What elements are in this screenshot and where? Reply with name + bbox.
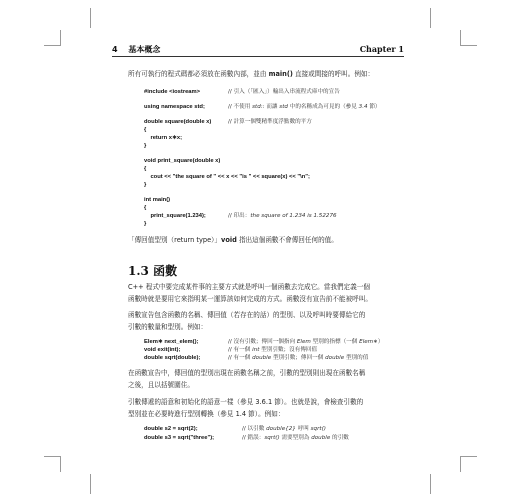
code-line: } (144, 143, 147, 149)
comment-text: 型別引數；傳回一個 (271, 355, 326, 361)
code-line: } (144, 221, 147, 227)
comment-text: ） (377, 339, 384, 345)
comment-italic: Elem∗ (359, 339, 378, 345)
comment-italic: int (252, 347, 260, 353)
chapter-title: 基本概念 (128, 45, 161, 54)
comment-text: 的引數 (330, 435, 349, 441)
code-line: void print_square(double x) (144, 158, 221, 164)
header-rule (112, 56, 404, 57)
code-comment (228, 212, 337, 220)
code-line: #include <iostream> (144, 89, 201, 95)
paragraph-text: 指出這個函數不會傳回任何的值。 (236, 236, 338, 244)
running-header-left (112, 44, 160, 55)
comment-italic: std:: (252, 104, 265, 110)
code-line: using namespace std; (144, 104, 205, 110)
comment-italic: the square of 1.234 is 1.52276 (250, 213, 337, 219)
comment-text: 型別的指標（一個 (310, 339, 360, 345)
code-comment (242, 434, 349, 442)
comment-text: // 有一個 (228, 347, 253, 353)
code-line: int main() (144, 197, 171, 203)
code-line: } (144, 182, 147, 188)
comment-italic: double (325, 355, 345, 361)
code-line: double s3 = sqrt("three"); (144, 435, 215, 441)
code-comment (228, 103, 381, 111)
code-line: print_square(1.234); (144, 213, 206, 219)
paragraph-line: 型別並在必要時進行型別轉換（參見 1.4 節）。例如： (128, 410, 285, 418)
paragraph-text: 所有可執行的程式碼都必須放在函數內部，並由 (128, 70, 269, 78)
page-number: 4 (112, 45, 118, 54)
code-comment: // 計算一個雙精準度浮點數的平方 (228, 119, 312, 125)
section-heading (128, 262, 177, 279)
comment-text: 型別的值 (344, 355, 369, 361)
paragraph-line: 之後，且以括號圍住。 (128, 381, 194, 389)
code-line: void exit(int); (144, 347, 181, 353)
paragraph-line: 引數傳遞的語意和初始化的語意一樣（參見 3.6.1 節）。也就是說，會檢查引數的 (128, 398, 364, 406)
paragraph-text: 「傳回值型別（return type）」 (128, 236, 222, 244)
paragraph-types (128, 367, 398, 391)
comment-italic: double (252, 355, 272, 361)
comment-text: 中的名稱成為可見的（參見 (287, 104, 359, 110)
chapter-label: Chapter 1 (359, 44, 404, 54)
comment-text: // 印出： (228, 213, 251, 219)
code-comment (228, 346, 317, 354)
code-line: double s2 = sqrt(2); (144, 426, 198, 432)
paragraph-text: 直接或間接的呼叫。例如： (292, 70, 375, 78)
paragraph-declaration (128, 309, 398, 333)
comment-italic: Elem (296, 339, 311, 345)
paragraph-intro (128, 68, 398, 80)
comment-text: 呼叫 (295, 426, 311, 432)
comment-text: 需要型別為 (279, 435, 312, 441)
code-line: double sqrt(double); (144, 355, 201, 361)
comment-text: // 以引數 (242, 426, 267, 432)
comment-italic: double (311, 435, 331, 441)
code-comment (228, 354, 368, 362)
paragraph-return-type (128, 234, 398, 246)
comment-text: // 不使用 (228, 104, 253, 110)
code-comment: // 引入（「匯入」）輸出入串流程式庫中的宣告 (228, 89, 340, 95)
inline-code: void (221, 236, 237, 244)
comment-italic: sqrt() (264, 435, 280, 441)
paragraph-line: C++ 程式中要完成某件事的主要方式就是呼叫一個函數去完成它。當我們定義一個 (128, 283, 370, 291)
paragraph-line: 在函數宣告中，傳回值的型別出現在函數名稱之前，引數的型別則出現在函數名稱 (128, 369, 366, 377)
paragraph-functions (128, 281, 398, 305)
code-line: double square(double x) (144, 119, 212, 125)
code-comment (228, 338, 383, 346)
paragraph-semantics (128, 396, 398, 420)
code-comment (242, 425, 326, 433)
section-number: 1.3 (128, 264, 149, 278)
code-line: Elem∗ next_elem(); (144, 339, 199, 345)
comment-text: 節） (367, 104, 381, 110)
section-title: 函數 (153, 264, 178, 278)
code-line: { (144, 127, 147, 133)
comment-text: 型別引數；沒有傳回值 (259, 347, 318, 353)
comment-italic: sqrt() (310, 426, 326, 432)
comment-text: 而讓 (264, 104, 280, 110)
comment-italic: double{2} (266, 426, 296, 432)
inline-code: main() (268, 70, 293, 78)
code-line: { (144, 205, 147, 211)
code-line: return x∗x; (144, 135, 183, 141)
comment-italic: std (279, 104, 288, 110)
code-line: { (144, 166, 147, 172)
comment-text: // 沒有引數；傳回一個指向 (228, 339, 297, 345)
paragraph-line: 引數的數量和型別。例如： (128, 323, 208, 331)
comment-text: // 錯誤： (242, 435, 265, 441)
comment-text: // 有一個 (228, 355, 253, 361)
paragraph-line: 函數宣告包含函數的名稱、傳回值（若存在的話）的型別、以及呼叫時要傳給它的 (128, 311, 366, 319)
comment-italic: 3.4 (358, 104, 368, 110)
paragraph-line: 函數時就是要用它來指明某一運算該如何完成的方式。函數沒有宣告前不能被呼叫。 (128, 295, 372, 303)
code-line: cout << "the square of " << x << "is " << square(x) << "\n"; (144, 174, 310, 180)
